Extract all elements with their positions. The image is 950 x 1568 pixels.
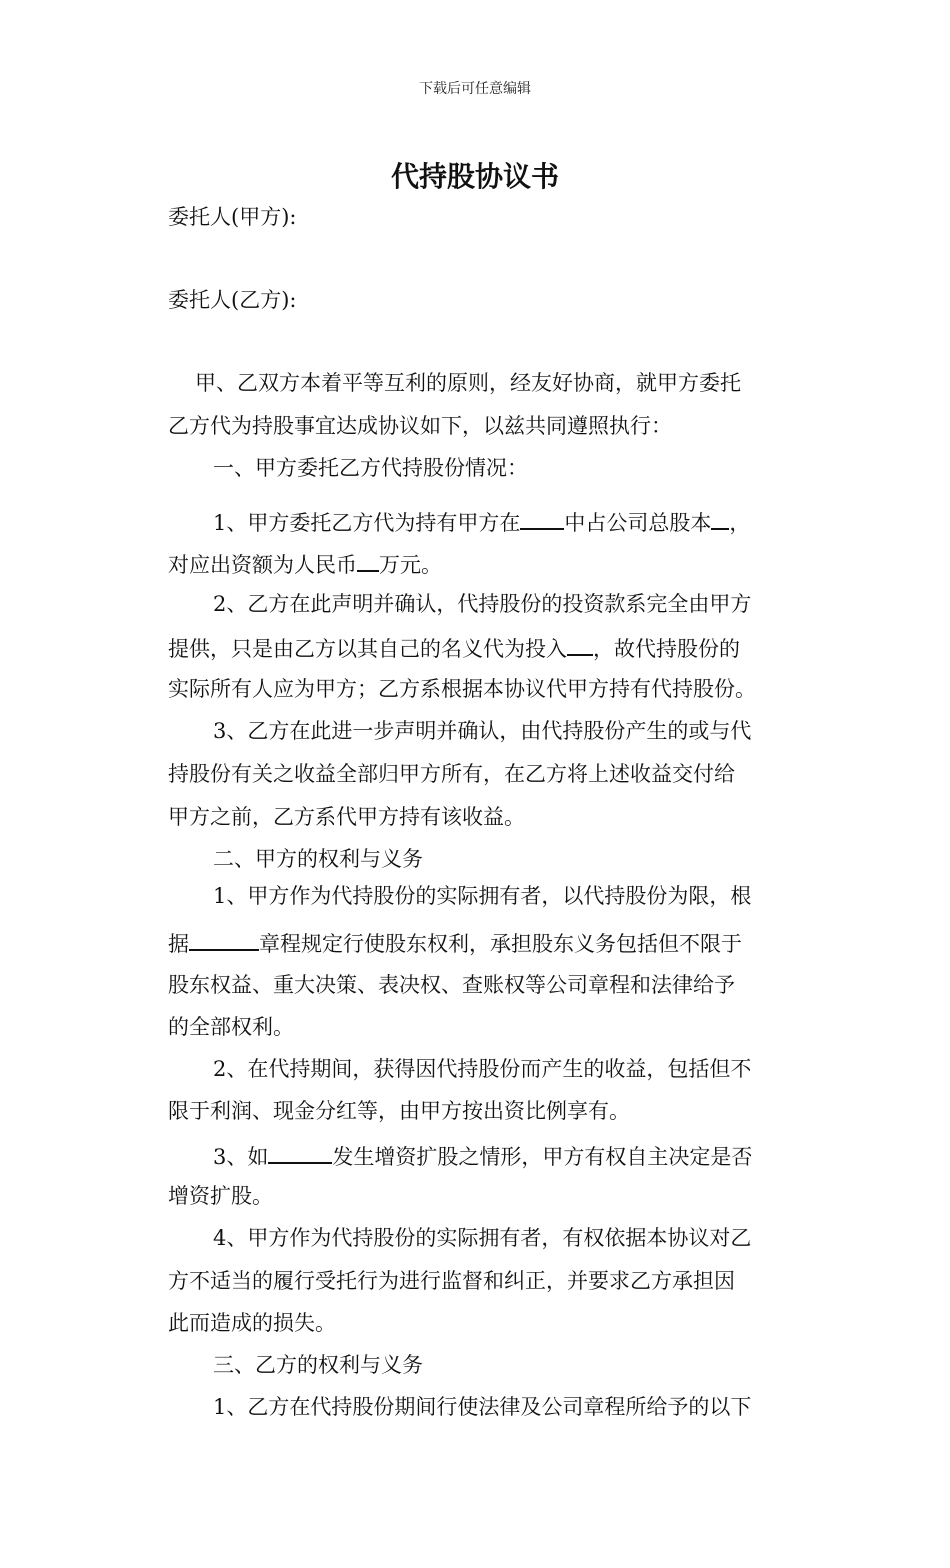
- body-text: 万元。: [379, 553, 442, 577]
- body-line: [213, 1144, 752, 1168]
- body-text: 发生增资扩股之情形，甲方有权自主决定是否: [332, 1145, 753, 1169]
- body-line: [168, 1186, 273, 1207]
- body-line: [213, 886, 751, 907]
- body-line: [168, 1101, 630, 1122]
- body-line: [213, 1059, 751, 1080]
- fill-in-blank: [520, 510, 564, 530]
- body-text: 乙方代为持股事宜达成协议如下，以兹共同遵照执行：: [168, 414, 672, 438]
- body-text: 章程规定行使股东权利，承担股东义务包括但不限于: [259, 932, 742, 956]
- body-line: [168, 975, 735, 996]
- body-text: 的全部权利。: [168, 1015, 294, 1039]
- body-line: [213, 1397, 751, 1418]
- fill-in-blank: [357, 552, 379, 572]
- body-text: 增资扩股。: [168, 1184, 273, 1208]
- body-text: 限于利润、现金分红等，由甲方按出资比例享有。: [168, 1099, 630, 1123]
- body-text: 据: [168, 932, 189, 956]
- body-text: 实际所有人应为甲方；乙方系根据本协议代甲方持有代持股份。: [168, 677, 756, 701]
- body-text: 三、乙方的权利与义务: [213, 1353, 423, 1377]
- header-note: 下载后可任意编辑: [419, 81, 531, 97]
- body-line: [213, 458, 528, 479]
- body-text: 股东权益、重大决策、表决权、查账权等公司章程和法律给予: [168, 973, 735, 997]
- body-text: 二、甲方的权利与义务: [213, 847, 423, 871]
- body-line: [213, 1228, 751, 1249]
- body-line: [168, 931, 742, 955]
- body-text: 2、在代持期间，获得因代持股份而产生的收益，包括但不: [213, 1057, 752, 1081]
- body-line: [168, 1313, 336, 1334]
- fill-in-blank: [567, 636, 593, 656]
- body-text: ，故代持股份的: [593, 637, 740, 661]
- body-line: [195, 373, 741, 394]
- body-line: [168, 764, 735, 785]
- body-line: [168, 1017, 294, 1038]
- body-line: [168, 807, 525, 828]
- body-text: 中占公司总股本: [564, 511, 712, 535]
- body-text: 提供，只是由乙方以其自己的名义代为投入: [168, 637, 567, 661]
- body-text: 一、甲方委托乙方代持股份情况：: [213, 456, 528, 480]
- body-text: 甲、乙双方本着平等互利的原则，经友好协商，就甲方委托: [195, 371, 741, 395]
- fill-in-blank: [189, 931, 259, 951]
- body-text: ，: [729, 511, 751, 535]
- body-line: [168, 1271, 735, 1292]
- body-line: [213, 721, 751, 742]
- body-text: 3、乙方在此进一步声明并确认，由代持股份产生的或与代: [213, 719, 752, 743]
- fill-in-blank: [711, 510, 729, 530]
- body-line: [213, 510, 750, 534]
- body-text: 4、甲方作为代持股份的实际拥有者，有权依据本协议对乙: [213, 1226, 752, 1250]
- body-line: [168, 416, 672, 437]
- body-text: 1、乙方在代持股份期间行使法律及公司章程所给予的以下: [213, 1395, 752, 1419]
- body-text: 1、甲方作为代持股份的实际拥有者，以代持股份为限，根: [213, 884, 752, 908]
- body-text: 1、甲方委托乙方代为持有甲方在: [213, 511, 521, 535]
- body-line: [168, 552, 442, 576]
- body-text: 甲方之前，乙方系代甲方持有该收益。: [168, 805, 525, 829]
- body-text: 3、如: [213, 1145, 269, 1169]
- fill-in-blank: [268, 1144, 332, 1164]
- body-line: [213, 849, 423, 870]
- body-line: [213, 1355, 423, 1376]
- body-text: 此而造成的损失。: [168, 1311, 336, 1335]
- body-text: 2、乙方在此声明并确认，代持股份的投资款系完全由甲方: [213, 592, 752, 616]
- body-text: 对应出资额为人民币: [168, 553, 357, 577]
- body-line: [213, 594, 751, 615]
- party-b-label: 委托人(乙方):: [168, 288, 297, 312]
- document-title: 代持股协议书: [390, 160, 559, 193]
- body-line: [168, 636, 740, 660]
- body-line: [168, 679, 756, 700]
- body-text: 持股份有关之收益全部归甲方所有，在乙方将上述收益交付给: [168, 762, 735, 786]
- body-text: 方不适当的履行受托行为进行监督和纠正，并要求乙方承担因: [168, 1269, 735, 1293]
- party-a-label: 委托人(甲方):: [168, 205, 297, 229]
